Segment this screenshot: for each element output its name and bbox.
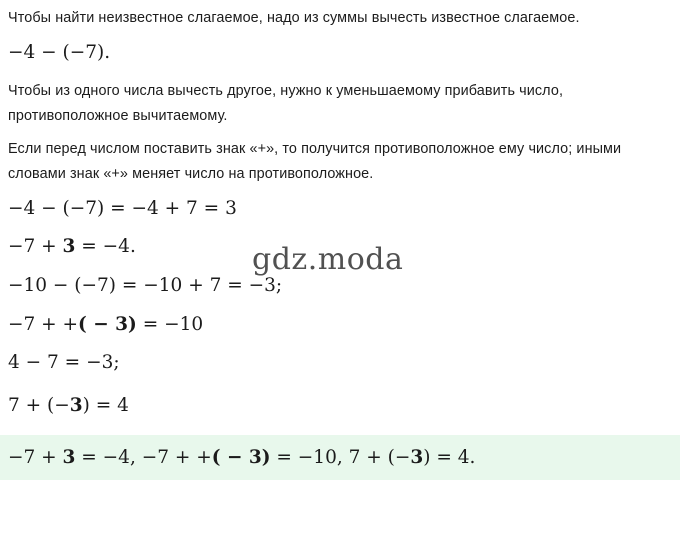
answer-part-4: ) = 4. bbox=[423, 446, 476, 468]
answer-bold-2: ( − 3) bbox=[211, 446, 271, 468]
answer-bold-1: 3 bbox=[62, 446, 76, 468]
paragraph-3: Если перед числом поставить знак «+», то получится противоположное ему число; иными словами знак «+» меняет число на противоположное. bbox=[8, 140, 622, 182]
expression-5 bbox=[8, 311, 668, 340]
paragraph-1: Чтобы найти неизвестное слагаемое, надо из суммы вычесть известное слагаемое. bbox=[8, 10, 580, 26]
highlighted-answer bbox=[0, 435, 680, 481]
answer-part-2: = −4, −7 + + bbox=[75, 446, 212, 468]
expression-3-bold: 3 bbox=[62, 236, 76, 258]
expression-3 bbox=[8, 233, 668, 262]
expression-5-post: = −10 bbox=[136, 313, 204, 335]
expression-7-post: ) = 4 bbox=[82, 394, 129, 416]
expression-1: −4 − (−7). bbox=[8, 41, 111, 63]
expression-6: 4 − 7 = −3; bbox=[8, 352, 120, 374]
expression-2: −4 − (−7) = −4 + 7 = 3 bbox=[8, 197, 237, 219]
expression-5-pre: −7 + + bbox=[8, 313, 79, 335]
expression-3-post: = −4. bbox=[75, 236, 136, 258]
expression-7-pre: 7 + (− bbox=[8, 394, 70, 416]
answer-bold-3: 3 bbox=[410, 446, 424, 468]
expression-3-pre: −7 + bbox=[8, 236, 63, 258]
expression-4: −10 − (−7) = −10 + 7 = −3; bbox=[8, 274, 283, 296]
paragraph-2: Чтобы из одного числа вычесть другое, нужно к уменьшаемому прибавить число, противоположное вычитаемому. bbox=[8, 83, 564, 125]
expression-7 bbox=[8, 392, 668, 421]
answer-part-3: = −10, 7 + (− bbox=[270, 446, 411, 468]
expression-7-bold: 3 bbox=[69, 394, 83, 416]
answer-part-1: −7 + bbox=[8, 446, 63, 468]
expression-5-bold: ( − 3) bbox=[78, 313, 137, 335]
watermark: gdz.moda bbox=[252, 242, 404, 277]
